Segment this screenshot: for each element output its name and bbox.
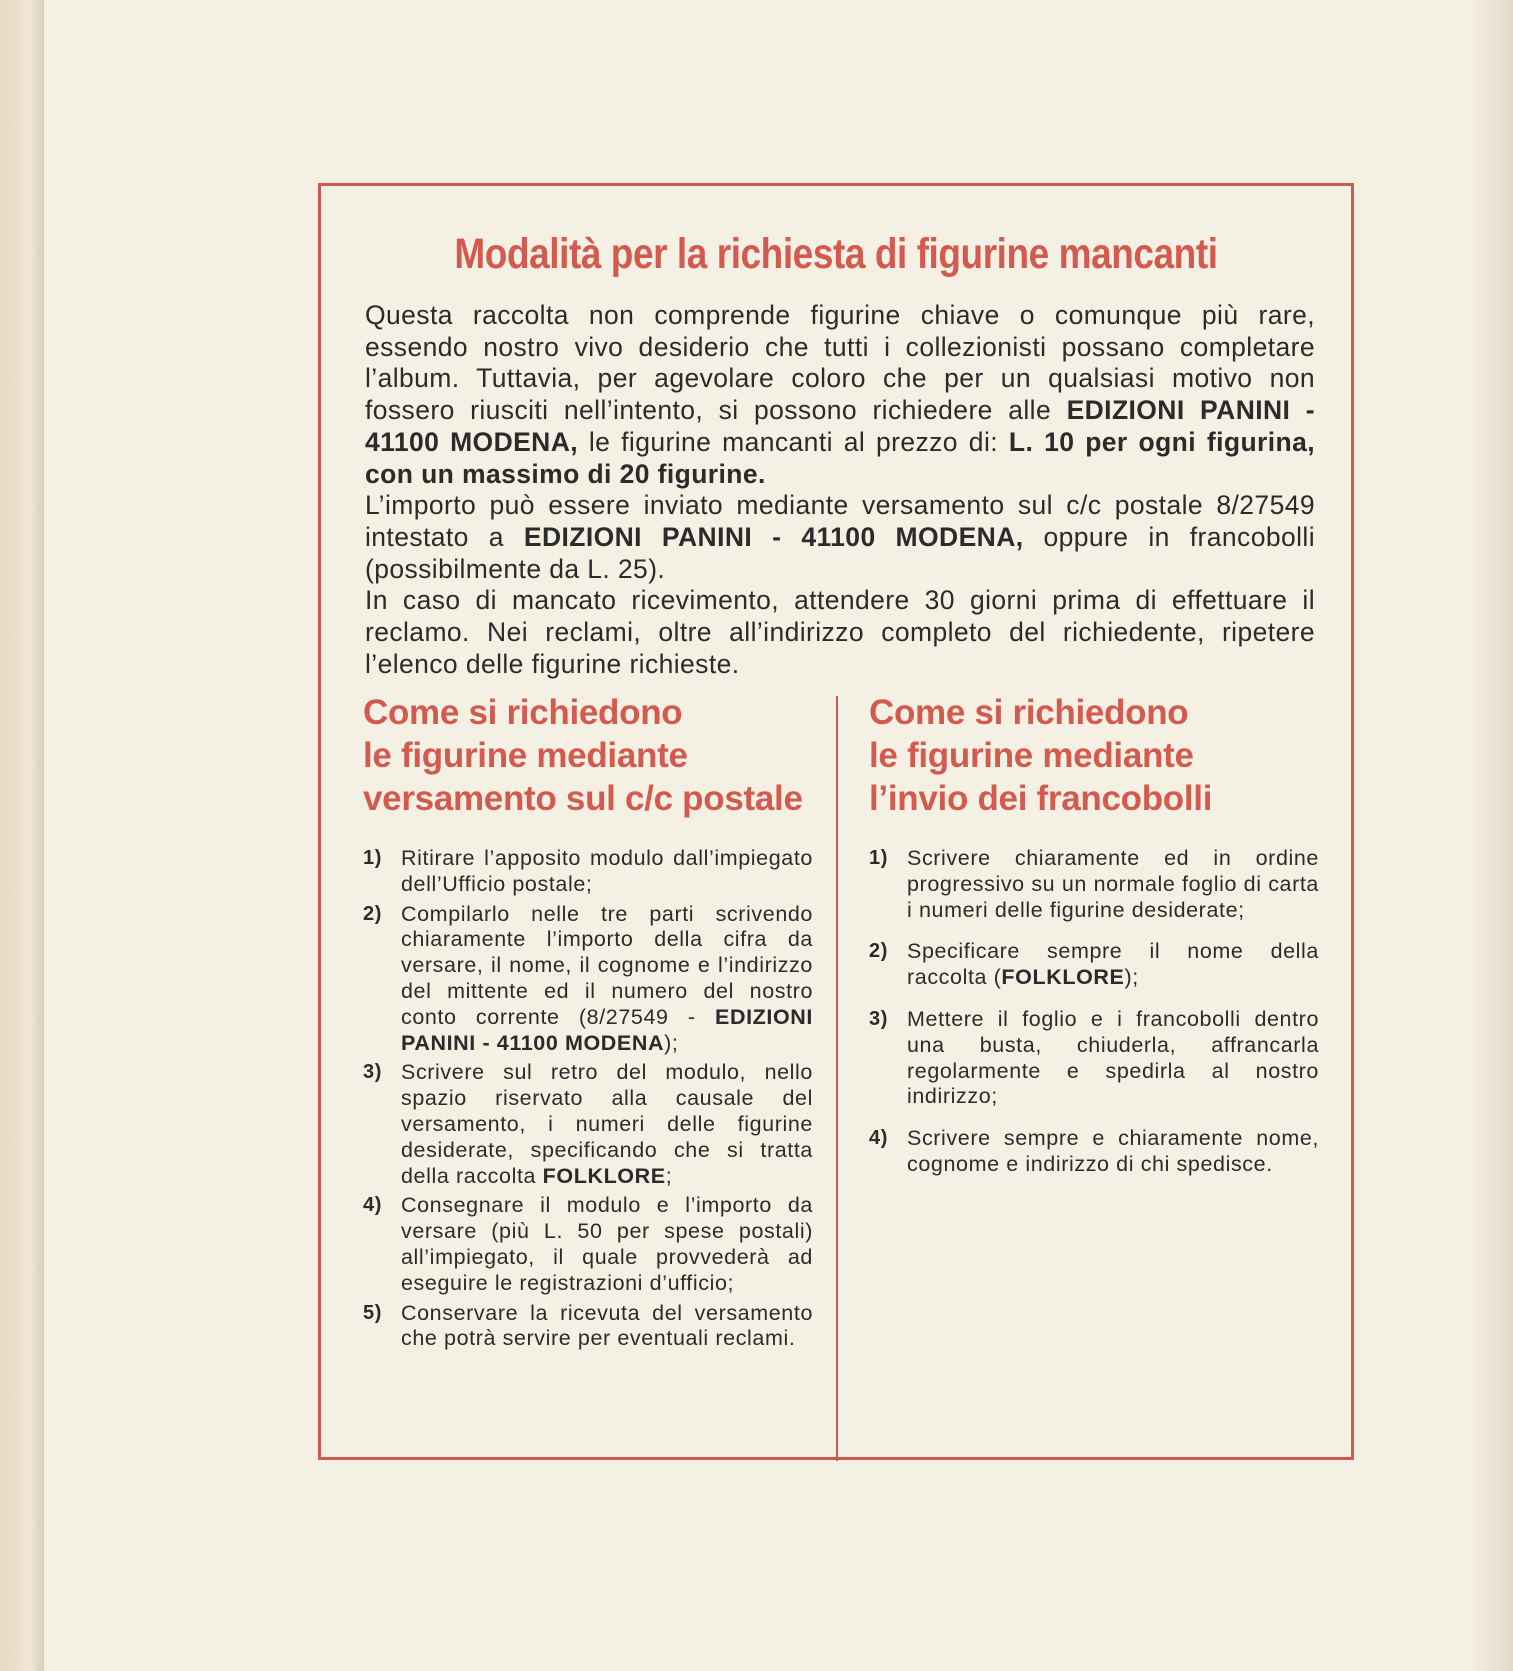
step-number: 1) bbox=[363, 847, 382, 869]
step-text-run: Scrivere sempre e chiaramente nome, cognome e indirizzo di chi spedisce. bbox=[907, 1126, 1319, 1176]
step-text-run: Ritirare l’apposito modulo dall’impiegato dell’Ufficio postale; bbox=[401, 846, 813, 896]
step-text-run: Mettere il foglio e i francobolli dentro una busta, chiuderla, affrancarla regolarmente e spedirla al nostro indirizzo; bbox=[907, 1006, 1319, 1109]
step-text-run: Conservare la ricevuta del versamento che potrà servire per eventuali reclami. bbox=[401, 1300, 813, 1351]
step-item bbox=[363, 902, 813, 1057]
step-text-run: Specificare sempre il nome della raccolta ( bbox=[907, 939, 1319, 990]
step-item bbox=[869, 1007, 1319, 1110]
step-text bbox=[907, 1126, 1319, 1178]
step-bold-text: FOLKLORE bbox=[542, 1163, 666, 1188]
step-text-run: Consegnare il modulo e l’importo da versare (più L. 50 per spese postali) all’impiegato, il quale provvederà ad eseguire le registrazioni d’ufficio; bbox=[401, 1193, 813, 1295]
step-item bbox=[869, 939, 1319, 991]
price-info: L. 10 per ogni figurina, con un massimo di 20 figurine. bbox=[365, 426, 1315, 489]
step-text-run: ); bbox=[664, 1030, 679, 1055]
step-text bbox=[401, 846, 813, 898]
step-text bbox=[907, 846, 1319, 923]
step-item bbox=[363, 1060, 813, 1189]
column-divider bbox=[836, 696, 838, 1461]
step-item bbox=[363, 1193, 813, 1296]
step-text bbox=[907, 939, 1319, 991]
step-item bbox=[869, 1126, 1319, 1178]
intro-text-run: oppure in francobolli (possibilmente da L. 25). bbox=[365, 521, 1315, 584]
intro-text-run: le figurine mancanti al prezzo di: bbox=[578, 426, 1009, 457]
step-number: 5) bbox=[363, 1301, 382, 1324]
step-number: 3) bbox=[363, 1061, 382, 1084]
step-text-run: Compilarlo nelle tre parti scrivendo chiaramente l’importo della cifra da versare, il nome, il cognome e l’indirizzo del mittente ed il numero del nostro conto corrente (8/27549 - bbox=[401, 901, 813, 1029]
step-number: 2) bbox=[869, 940, 888, 963]
info-box bbox=[318, 183, 1354, 1460]
heading-line: l’invio dei francobolli bbox=[869, 779, 1213, 818]
step-text bbox=[401, 1060, 813, 1189]
stamps-heading bbox=[869, 691, 1319, 820]
intro-text bbox=[365, 300, 1315, 680]
step-text-run: ); bbox=[1124, 965, 1139, 990]
publisher-address: EDIZIONI PANINI - 41100 MODENA, bbox=[523, 521, 1024, 552]
stamps-steps-list bbox=[869, 846, 1319, 1178]
step-text bbox=[401, 1193, 813, 1296]
intro-paragraph-2 bbox=[365, 490, 1315, 585]
step-item bbox=[363, 1301, 813, 1353]
heading-line: versamento sul c/c postale bbox=[363, 779, 803, 818]
step-text bbox=[401, 902, 813, 1057]
postal-payment-heading bbox=[363, 691, 813, 820]
intro-text-run: Questa raccolta non comprende figurine chiave o comunque più rare, essendo nostro vivo desiderio che tutti i collezionisti possano completare l’album. Tuttavia, per agevolare coloro che per un qualsiasi motivo non fossero riusciti nell’intento, si possono richiedere alle bbox=[365, 300, 1315, 426]
step-number: 3) bbox=[869, 1007, 888, 1030]
stamps-column bbox=[869, 691, 1319, 1194]
heading-line: Come si richiedono bbox=[869, 693, 1189, 732]
intro-text-run: L’importo può essere inviato mediante versamento sul c/c postale 8/27549 intestato a bbox=[365, 490, 1315, 552]
page-title: Modalità per la richiesta di figurine mancanti bbox=[454, 230, 1218, 278]
step-number: 2) bbox=[363, 902, 382, 925]
step-bold-text: EDIZIONI PANINI - 41100 MODENA bbox=[401, 1004, 813, 1055]
page-right-edge bbox=[1473, 0, 1513, 1671]
step-text bbox=[401, 1301, 813, 1353]
step-text-run: Scrivere sul retro del modulo, nello spazio riservato alla causale del versamento, i numeri delle figurine desiderate, specificando che si tratta della raccolta bbox=[401, 1060, 813, 1188]
intro-paragraph-1 bbox=[365, 300, 1315, 490]
postal-payment-column bbox=[363, 691, 813, 1356]
publisher-address: EDIZIONI PANINI - 41100 MODENA, bbox=[365, 395, 1315, 457]
step-text bbox=[907, 1007, 1319, 1110]
step-number: 1) bbox=[869, 847, 888, 869]
intro-paragraph-3: In caso di mancato ricevimento, attendere 30 giorni prima di effettuare il reclamo. Nei reclami, oltre all’indirizzo completo del richiedente, ripetere l’elenco delle figurine richieste. bbox=[365, 585, 1315, 679]
postal-steps-list bbox=[363, 846, 813, 1352]
step-text-run: Scrivere chiaramente ed in ordine progressivo su un normale foglio di carta i numeri delle figurine desiderate; bbox=[907, 846, 1319, 922]
page-binding-edge bbox=[0, 0, 44, 1671]
step-item bbox=[869, 846, 1319, 923]
step-text-run: ; bbox=[665, 1163, 673, 1188]
step-item bbox=[363, 846, 813, 898]
heading-line: le figurine mediante bbox=[869, 736, 1194, 775]
heading-line: Come si richiedono bbox=[363, 693, 683, 732]
step-number: 4) bbox=[869, 1127, 888, 1150]
step-number: 4) bbox=[363, 1194, 382, 1217]
heading-line: le figurine mediante bbox=[363, 736, 688, 775]
step-bold-text: FOLKLORE bbox=[1001, 965, 1125, 990]
